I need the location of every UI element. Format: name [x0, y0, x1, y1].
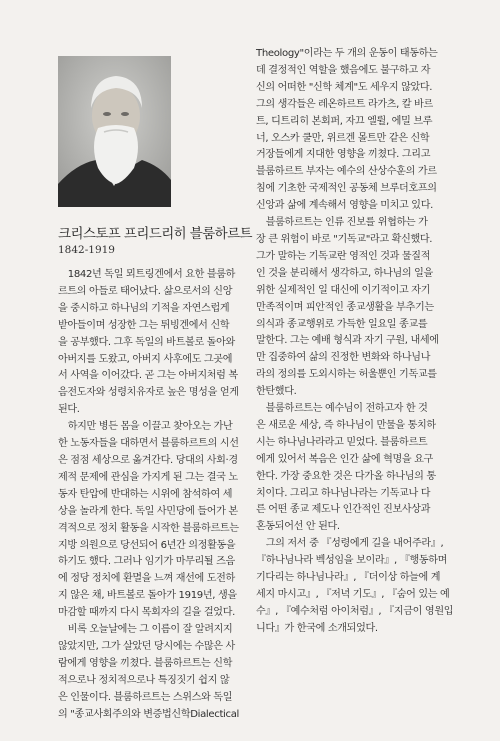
text-line: 받아들이며 성장한 그는 튀빙겐에서 신학 [58, 319, 230, 331]
text-line: 기다리는 하나님나라』, 『더이상 하늘에 계 [256, 572, 441, 584]
text-line: 만족적이며 피안적인 종교생활을 부추기는 [256, 301, 434, 313]
text-line: 른 어떤 종교 제도나 인간적인 진보사상과 [256, 504, 431, 516]
text-line: 혼동되어선 안 된다. [256, 521, 340, 533]
text-line: 은 인물이다. 블룸하르트는 스위스와 독일 [58, 691, 233, 703]
text-line: 한탄했다. [256, 386, 297, 398]
text-line: 만 집중하여 삶의 진정한 변화와 하나님나 [256, 352, 431, 364]
portrait-photo [58, 56, 171, 207]
text-line: 『하나님나라 벡성임을 보이라』, 『행동하며 [256, 555, 448, 567]
text-line: 은 점점 세상으로 옮겨간다. 당대의 사회·경 [58, 454, 238, 466]
subject-years: 1842-1919 [58, 244, 115, 256]
text-line: 지 않은 채, 바트볼로 돌아가 1919년, 생을 [58, 590, 237, 602]
text-line: 장 큰 위험이 바로 "기독교"라고 확신했다. [256, 233, 433, 245]
text-line: 않았지만, 그가 살았던 당시에는 수많은 사 [58, 640, 235, 652]
text-line: 의식과 종교행위로 가득한 일요일 종교를 [256, 318, 428, 330]
text-line: 그의 저서 중 『성령에게 길을 내어주라』, [256, 538, 444, 550]
text-line: 거장들에게 지대한 영향을 끼쳤다. 그리고 [256, 149, 431, 161]
text-line: 람에게 영향을 끼쳤다. 블룸하르트는 신학 [58, 657, 233, 669]
text-line: 적으로나 정치적으로나 특징짓기 쉽지 않 [58, 674, 230, 686]
text-line: 라의 정의를 도외시하는 허울뿐인 기독교를 [256, 369, 437, 381]
text-line: 격적으로 정치 활동을 시작한 블룸하르트는 [58, 522, 239, 534]
text-line: Theology"이라는 두 개의 운동이 태동하는 [256, 48, 438, 59]
text-line: 의 "종교사회주의와 변증법신학Dialectical [58, 708, 239, 720]
text-line: 을 공부했다. 그후 독일의 바트볼로 돌아와 [58, 336, 235, 348]
text-line: 비록 오늘날에는 그 이름이 잘 알려지지 [58, 624, 233, 636]
subject-name: 크리스토프 프리드리히 블룸하르트 [58, 226, 252, 242]
text-line: 하기도 했다. 그러나 임기가 마무리될 즈음 [58, 556, 235, 568]
text-line: 에 정당 정치에 환멸을 느껴 재선에 도전하 [58, 573, 235, 585]
right-column-text [256, 46, 454, 638]
text-line: 너, 오스카 쿨만, 위르겐 몰트만 같은 신학 [256, 132, 430, 144]
text-line: 신의 어떠한 "신학 체계"도 세우지 않았다. [256, 81, 433, 93]
text-line: 에게 있어서 복음은 인간 삶에 혁명을 요구 [256, 453, 433, 465]
text-line: 상을 놀라게 한다. 독일 사민당에 들어가 본 [58, 505, 238, 517]
text-line: 블룸하르트 부자는 예수의 산상수훈의 가르 [256, 166, 437, 178]
text-line: 그의 생각들은 레온하르트 라가츠, 칼 바르 [256, 98, 433, 110]
text-line: 말한다. 그는 예배 형식과 자기 구원, 내세에 [256, 335, 439, 347]
text-line: 트, 디트리히 본회퍼, 자끄 엘륄, 에밀 브루 [256, 115, 433, 127]
text-line: 음전도자와 성령치유자로 높은 명성을 얻게 [58, 387, 239, 399]
text-line: 은 새로운 세상, 즉 하나님이 만물을 통치하 [256, 419, 436, 431]
text-line: 한다. 가장 중요한 것은 다가올 하나님의 통 [256, 470, 436, 482]
text-line: 수』, 『예수처럼 아이처럼』, 『지금이 영원입 [256, 605, 454, 617]
text-line: 을 중시하고 하나님의 기적을 자연스럽게 [58, 302, 230, 314]
text-line: 시는 하나님나라라고 믿었다. 블룸하르트 [256, 436, 428, 448]
text-line: 블룸하르트는 예수님이 전하고자 한 것 [256, 403, 428, 415]
text-line: 그가 말하는 기독교란 영적인 것과 물질적 [256, 250, 431, 262]
left-column-text [58, 267, 246, 723]
text-line: 니다』가 한국에 소개되었다. [256, 622, 378, 634]
text-line: 위한 실제적인 일 대신에 이기적이고 자기 [256, 284, 431, 296]
text-line: 데 결정적인 역할을 했음에도 불구하고 자 [256, 64, 431, 76]
text-line: 세지 마시고』, 『저녁 기도』, 『숨어 있는 예 [256, 589, 450, 600]
text-line: 마감할 때까지 다시 목회자의 길을 걸었다. [58, 607, 235, 619]
text-line: 1842년 독일 뫼트링겐에서 요한 블룸하 [58, 269, 236, 280]
text-line: 블룸하르트는 인류 진보를 위협하는 가 [256, 217, 428, 229]
text-line: 침에 기초한 국제적인 공동체 브루더호프의 [256, 183, 437, 195]
text-line: 하지만 병든 몸을 이끌고 찾아오는 가난 [58, 421, 233, 433]
text-line: 치이다. 그리고 하나님나라는 기독교나 다 [256, 487, 431, 499]
text-line: 된다. [58, 404, 80, 416]
text-line: 제적 문제에 관심을 가지게 된 그는 결국 노 [58, 471, 238, 483]
text-line: 아버지를 도왔고, 아버지 사후에도 그곳에 [58, 353, 233, 365]
text-line: 지방 의원으로 당선되어 6년간 의정활동을 [58, 539, 236, 551]
text-line: 한 노동자들을 대하면서 블룸하르트의 시선 [58, 438, 239, 450]
text-line: 서 사역을 이어갔다. 곧 그는 아버지처럼 복 [58, 370, 238, 382]
text-line: 인 것을 분리해서 생각하고, 하나님의 일을 [256, 267, 433, 279]
text-line: 르트의 아들로 태어났다. 삶으로서의 신앙 [58, 285, 233, 297]
text-line: 신앙과 삶에 계속해서 영향을 미치고 있다. [256, 200, 433, 212]
text-line: 동자 탄압에 반대하는 시위에 참석하여 세 [58, 488, 233, 500]
